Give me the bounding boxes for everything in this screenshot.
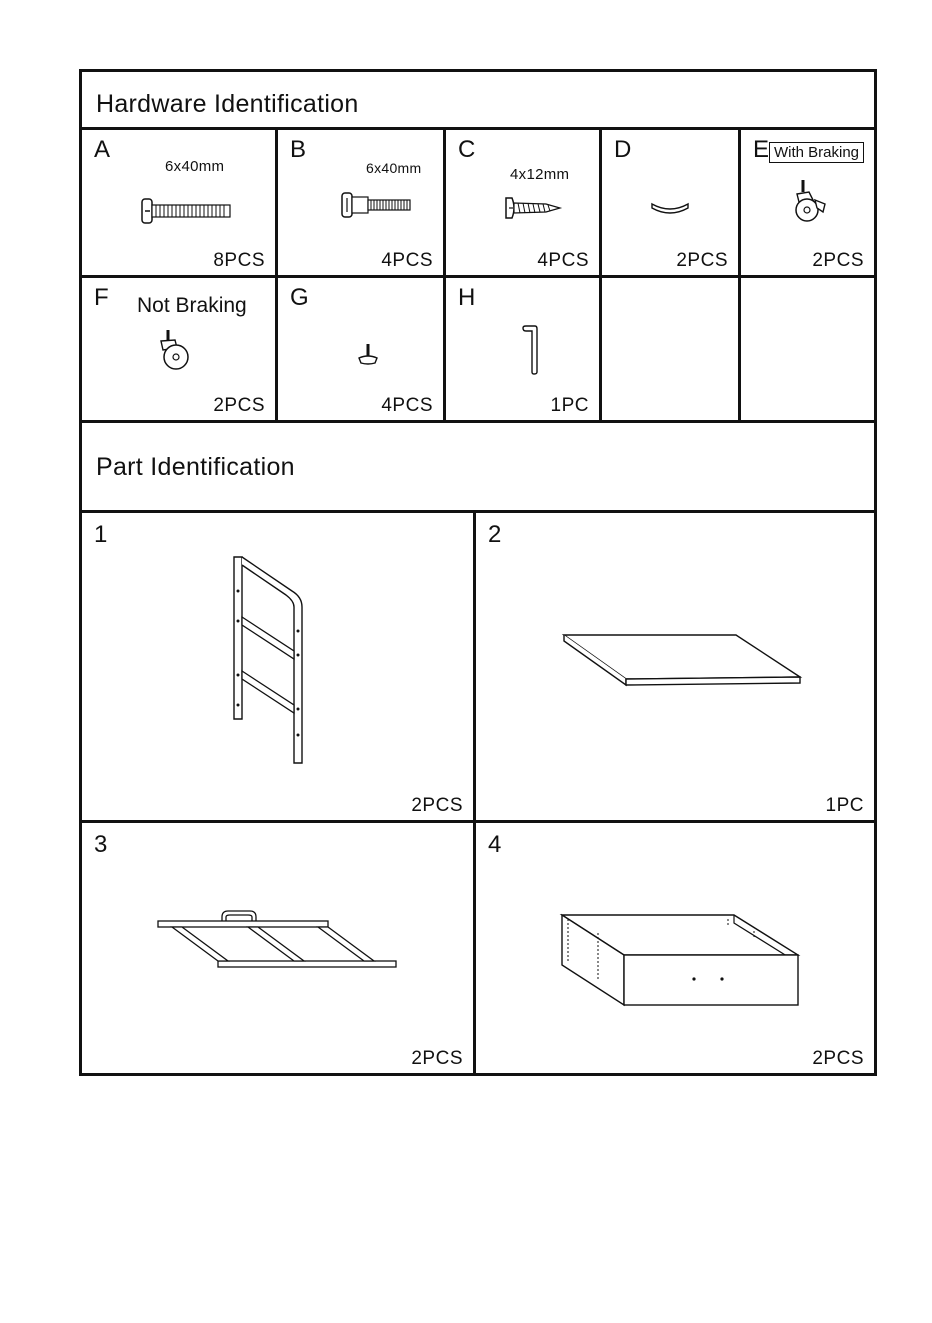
part-item-1 (82, 513, 473, 820)
item-letter: B (290, 136, 307, 163)
item-quantity: 2PCS (812, 250, 864, 271)
item-letter: A (94, 136, 111, 163)
item-size: 6x40mm (366, 160, 422, 176)
item-letter: C (458, 136, 476, 163)
hardware-item-e (741, 130, 874, 275)
part-number: 1 (94, 521, 108, 548)
part-item-3 (82, 823, 473, 1073)
bolt-6x40-icon (140, 196, 240, 226)
shelf-panel-icon (560, 633, 806, 693)
item-quantity: 4PCS (537, 250, 589, 271)
item-letter: E (753, 136, 770, 163)
part-number: 3 (94, 831, 108, 858)
hardware-item-c (446, 130, 599, 275)
item-quantity: 4PCS (381, 395, 433, 416)
item-letter: D (614, 136, 632, 163)
item-quantity: 4PCS (381, 250, 433, 271)
caster-wheel-icon (158, 328, 198, 372)
hardware-item-b (278, 130, 443, 275)
hardware-item-d (602, 130, 738, 275)
drawer-slide-frame-icon (156, 909, 406, 983)
hardware-header (82, 72, 874, 130)
item-quantity: 2PCS (213, 395, 265, 416)
hardware-title: Hardware Identification (96, 90, 359, 118)
item-letter: G (290, 284, 309, 311)
part-item-4 (476, 823, 874, 1073)
part-quantity: 1PC (825, 795, 864, 816)
item-size: 4x12mm (510, 166, 570, 183)
braking-label: With Braking (769, 142, 864, 163)
wood-screw-icon (504, 194, 564, 222)
part-number: 2 (488, 521, 502, 548)
dowel-bolt-6x40-icon (340, 190, 420, 220)
item-quantity: 8PCS (213, 250, 265, 271)
empty-cell (602, 278, 738, 420)
leveling-foot-icon (356, 342, 380, 366)
part-number: 4 (488, 831, 502, 858)
allen-key-icon (521, 324, 545, 376)
part-quantity: 2PCS (411, 795, 463, 816)
braking-caster-icon (793, 178, 829, 226)
hardware-item-h (446, 278, 599, 420)
item-quantity: 1PC (550, 395, 589, 416)
item-letter: F (94, 284, 109, 311)
item-size: 6x40mm (165, 158, 225, 175)
part-quantity: 2PCS (812, 1048, 864, 1069)
not-braking-label: Not Braking (137, 294, 247, 317)
drawer-box-icon (558, 911, 804, 1011)
assembly-sheet (79, 69, 877, 1076)
hardware-item-g (278, 278, 443, 420)
item-letter: H (458, 284, 476, 311)
parts-title: Part Identification (96, 453, 295, 481)
curved-handle-icon (650, 200, 690, 216)
hardware-item-f (82, 278, 275, 420)
part-quantity: 2PCS (411, 1048, 463, 1069)
empty-cell (741, 278, 874, 420)
item-quantity: 2PCS (676, 250, 728, 271)
part-item-2 (476, 513, 874, 820)
parts-header (82, 423, 874, 513)
side-frame-icon (230, 555, 320, 787)
hardware-item-a (82, 130, 275, 275)
